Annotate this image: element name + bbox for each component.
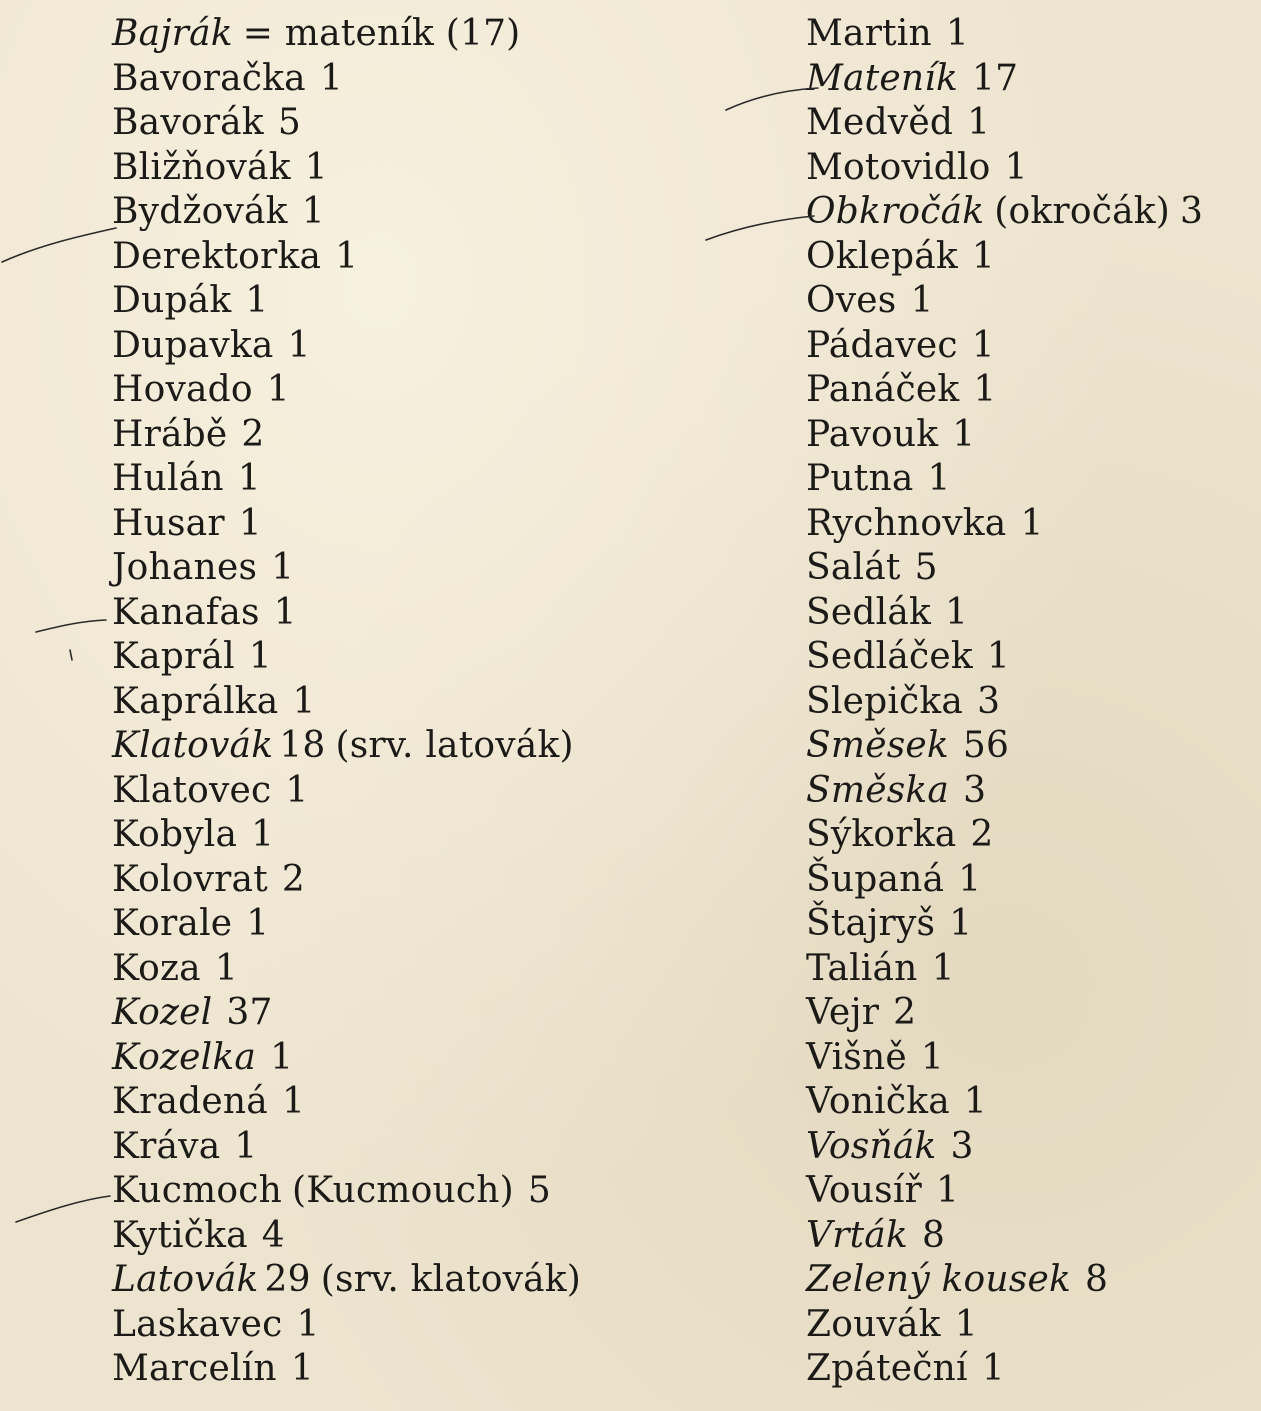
entry-term: Slepička xyxy=(806,680,964,722)
list-item xyxy=(806,190,1203,235)
entry-count: 1 xyxy=(238,502,262,544)
entry-count: 1 xyxy=(273,591,297,633)
entry-term: Vejr xyxy=(806,992,880,1033)
list-item xyxy=(112,457,581,502)
entry-count: 3 xyxy=(950,1125,974,1167)
pencil-mark-kaprál xyxy=(70,650,72,660)
list-item xyxy=(112,502,581,547)
list-item xyxy=(112,1080,581,1125)
entry-count: 1 xyxy=(292,680,316,722)
left-column-list xyxy=(112,12,581,1392)
entry-count: 1 xyxy=(954,1303,978,1345)
entry-count: 1 xyxy=(246,903,270,944)
entry-count: 1 xyxy=(963,1081,988,1122)
list-item xyxy=(112,813,581,858)
entry-count: 8 xyxy=(921,1214,946,1256)
entry-term: Latovák xyxy=(112,1259,259,1300)
entry-term: Husar xyxy=(112,502,225,544)
entry-term: Hovado xyxy=(112,369,253,410)
list-item xyxy=(806,12,1203,57)
entry-count: 17 xyxy=(972,57,1019,99)
entry-count: 1 xyxy=(920,1036,944,1078)
list-item xyxy=(112,1169,581,1214)
entry-count: 1 xyxy=(927,458,951,499)
list-item xyxy=(112,591,581,636)
entry-term: Oves xyxy=(806,280,897,321)
entry-note: (okročák) xyxy=(994,191,1170,232)
list-item xyxy=(806,324,1203,369)
entry-term: Pádavec xyxy=(806,324,958,366)
entry-count: 1 xyxy=(237,458,261,499)
entry-count: 1 xyxy=(319,57,343,99)
entry-count: 5 xyxy=(277,102,301,143)
entry-count: 2 xyxy=(241,413,265,455)
entry-term: Hulán xyxy=(112,458,224,499)
entry-count: 1 xyxy=(1004,146,1028,188)
entry-count: 3 xyxy=(977,680,1001,722)
entry-count: 4 xyxy=(261,1214,285,1256)
entry-term: Laskavec xyxy=(112,1303,283,1345)
entry-term: Johanes xyxy=(112,547,258,588)
entry-term: Oklepák xyxy=(806,235,958,277)
entry-term: Salát xyxy=(806,547,901,588)
entry-term: Šupaná xyxy=(806,858,945,900)
entry-term: Korale xyxy=(112,903,233,944)
entry-count: 1 xyxy=(1020,502,1044,544)
list-item xyxy=(806,902,1203,947)
entry-term: Putna xyxy=(806,458,914,499)
entry-count: 2 xyxy=(893,992,917,1033)
entry-term: Vousíř xyxy=(806,1170,922,1211)
entry-term: Klatovák xyxy=(112,725,274,766)
list-item xyxy=(112,902,581,947)
entry-count: 1 xyxy=(251,814,275,855)
entry-count: 2 xyxy=(970,814,994,855)
pencil-mark-kanafas xyxy=(36,620,106,632)
list-item xyxy=(806,546,1203,591)
entry-count: 1 xyxy=(285,769,309,811)
list-item xyxy=(806,235,1203,280)
entry-term: Pavouk xyxy=(806,413,939,455)
entry-term: Marcelín xyxy=(112,1348,277,1389)
list-item xyxy=(806,1036,1203,1081)
entry-count: 1 xyxy=(296,1303,320,1345)
entry-term: Zouvák xyxy=(806,1303,941,1345)
pencil-mark-kucmoch xyxy=(16,1196,110,1222)
entry-term: Sedláček xyxy=(806,636,973,677)
list-item xyxy=(112,279,581,324)
entry-term: Zelený kousek xyxy=(806,1259,1071,1300)
list-item xyxy=(112,368,581,413)
entry-count: 1 xyxy=(214,947,238,989)
list-item xyxy=(806,635,1203,680)
list-item xyxy=(112,1036,581,1081)
list-item xyxy=(112,947,581,992)
list-item xyxy=(806,101,1203,146)
entry-term: Vrták xyxy=(806,1214,908,1256)
entry-term: Kanafas xyxy=(112,591,260,633)
entry-term: Zpáteční xyxy=(806,1348,968,1389)
list-item xyxy=(806,947,1203,992)
entry-count: 1 xyxy=(910,280,934,321)
list-item xyxy=(806,1125,1203,1170)
entry-count: 1 xyxy=(270,1036,294,1078)
entry-term: Kytička xyxy=(112,1214,248,1256)
entry-term: Kolovrat xyxy=(112,858,268,900)
entry-count: 1 xyxy=(290,1348,314,1389)
entry-count: 1 xyxy=(945,13,970,54)
pencil-mark-bydzovak xyxy=(2,228,116,262)
list-item xyxy=(112,635,581,680)
entry-count: 1 xyxy=(967,102,991,143)
list-item xyxy=(806,680,1203,725)
entry-term: Motovidlo xyxy=(806,146,991,188)
entry-count: 1 xyxy=(304,146,328,188)
list-item xyxy=(806,1258,1203,1303)
entry-term: Sýkorka xyxy=(806,814,957,855)
list-item xyxy=(806,502,1203,547)
list-item xyxy=(806,146,1203,191)
list-item xyxy=(806,1347,1203,1392)
list-item xyxy=(806,591,1203,636)
entry-count: 1 xyxy=(271,547,295,588)
entry-count: 1 xyxy=(971,235,995,277)
entry-term: Kaprál xyxy=(112,636,235,677)
entry-count: 3 xyxy=(963,769,987,811)
list-item xyxy=(112,12,581,57)
list-item xyxy=(806,57,1203,102)
entry-count: 1 xyxy=(935,1170,960,1211)
entry-term: Panáček xyxy=(806,369,960,410)
entry-term: Směska xyxy=(806,769,950,811)
list-item xyxy=(112,1258,581,1303)
entry-term: Hrábě xyxy=(112,413,228,455)
entry-count: 1 xyxy=(234,1125,258,1167)
entry-count: 2 xyxy=(281,858,305,900)
list-item xyxy=(112,1303,581,1348)
entry-count: 1 xyxy=(287,324,311,366)
entry-term: Talián xyxy=(806,947,918,989)
list-item xyxy=(112,546,581,591)
entry-term: Rychnovka xyxy=(806,502,1007,544)
entry-term: Martin xyxy=(806,13,932,54)
entry-term: Štajryš xyxy=(806,903,936,944)
entry-count: 5 xyxy=(914,547,938,588)
list-item xyxy=(806,769,1203,814)
list-item xyxy=(112,769,581,814)
list-item xyxy=(112,146,581,191)
list-item xyxy=(112,991,581,1036)
entry-note: = mateník (17) xyxy=(242,13,521,54)
entry-count: 29 xyxy=(264,1259,311,1300)
entry-term: Vonička xyxy=(806,1081,950,1122)
entry-term: Kozel xyxy=(112,992,213,1033)
entry-count: 56 xyxy=(962,725,1010,766)
entry-count: 1 xyxy=(949,903,973,944)
list-item xyxy=(806,413,1203,458)
entry-term: Obkročák xyxy=(806,191,985,232)
list-item xyxy=(806,1214,1203,1259)
entry-count: 1 xyxy=(245,280,269,321)
entry-count: 1 xyxy=(952,413,976,455)
entry-count: 1 xyxy=(931,947,955,989)
entry-count: 1 xyxy=(335,235,359,277)
entry-count: 18 xyxy=(279,725,326,766)
entry-count: 1 xyxy=(981,1348,1005,1389)
entry-count: 5 xyxy=(527,1170,552,1211)
list-item xyxy=(112,101,581,146)
list-item xyxy=(806,724,1203,769)
entry-note: (Kucmouch) xyxy=(292,1170,514,1211)
list-item xyxy=(112,858,581,903)
list-item xyxy=(806,368,1203,413)
entry-term: Medvěd xyxy=(806,102,954,143)
entry-term: Koza xyxy=(112,947,201,989)
list-item xyxy=(112,235,581,280)
entry-term: Směsek xyxy=(806,725,949,766)
entry-term: Bavorák xyxy=(112,102,264,143)
entry-term: Bližňovák xyxy=(112,146,291,188)
entry-note: (srv. latovák) xyxy=(335,725,574,766)
entry-count: 1 xyxy=(281,1081,306,1122)
list-item xyxy=(806,813,1203,858)
entry-count: 1 xyxy=(945,591,969,633)
entry-term: Vosňák xyxy=(806,1125,937,1167)
list-item xyxy=(112,724,581,769)
entry-count: 37 xyxy=(226,992,273,1033)
list-item xyxy=(806,457,1203,502)
entry-term: Kradená xyxy=(112,1081,268,1122)
list-item xyxy=(112,413,581,458)
entry-term: Derektorka xyxy=(112,235,322,277)
entry-term: Kozelka xyxy=(112,1036,257,1078)
entry-term: Klatovec xyxy=(112,769,272,811)
entry-term: Kucmoch xyxy=(112,1170,283,1211)
entry-term: Bavoračka xyxy=(112,57,306,99)
list-item xyxy=(112,190,581,235)
entry-term: Dupák xyxy=(112,280,232,321)
list-item xyxy=(806,279,1203,324)
entry-count: 1 xyxy=(971,324,995,366)
entry-term: Višně xyxy=(806,1036,907,1078)
entry-term: Dupavka xyxy=(112,324,274,366)
entry-count: 1 xyxy=(266,369,290,410)
pencil-mark-matenik xyxy=(726,88,818,110)
list-item xyxy=(806,858,1203,903)
entry-term: Sedlák xyxy=(806,591,932,633)
list-item xyxy=(806,1169,1203,1214)
list-item xyxy=(112,324,581,369)
list-item xyxy=(806,1303,1203,1348)
list-item xyxy=(112,1125,581,1170)
entry-term: Bajrák xyxy=(112,13,233,54)
entry-count: 1 xyxy=(301,191,325,232)
entry-count: 1 xyxy=(248,636,272,677)
entry-count: 1 xyxy=(986,636,1010,677)
entry-count: 1 xyxy=(958,858,982,900)
entry-note: (srv. klatovák) xyxy=(320,1259,582,1300)
list-item xyxy=(112,57,581,102)
list-item xyxy=(806,991,1203,1036)
pencil-mark-obkrocak xyxy=(706,216,814,240)
entry-term: Bydžovák xyxy=(112,191,288,232)
entry-term: Mateník xyxy=(806,57,959,99)
list-item xyxy=(112,1347,581,1392)
list-item xyxy=(112,680,581,725)
right-column-list xyxy=(806,12,1203,1392)
list-item xyxy=(112,1214,581,1259)
entry-count: 3 xyxy=(1180,191,1204,232)
entry-term: Kaprálka xyxy=(112,680,279,722)
entry-term: Kráva xyxy=(112,1125,221,1167)
list-item xyxy=(806,1080,1203,1125)
entry-term: Kobyla xyxy=(112,814,238,855)
entry-count: 1 xyxy=(973,369,997,410)
entry-count: 8 xyxy=(1084,1259,1109,1300)
